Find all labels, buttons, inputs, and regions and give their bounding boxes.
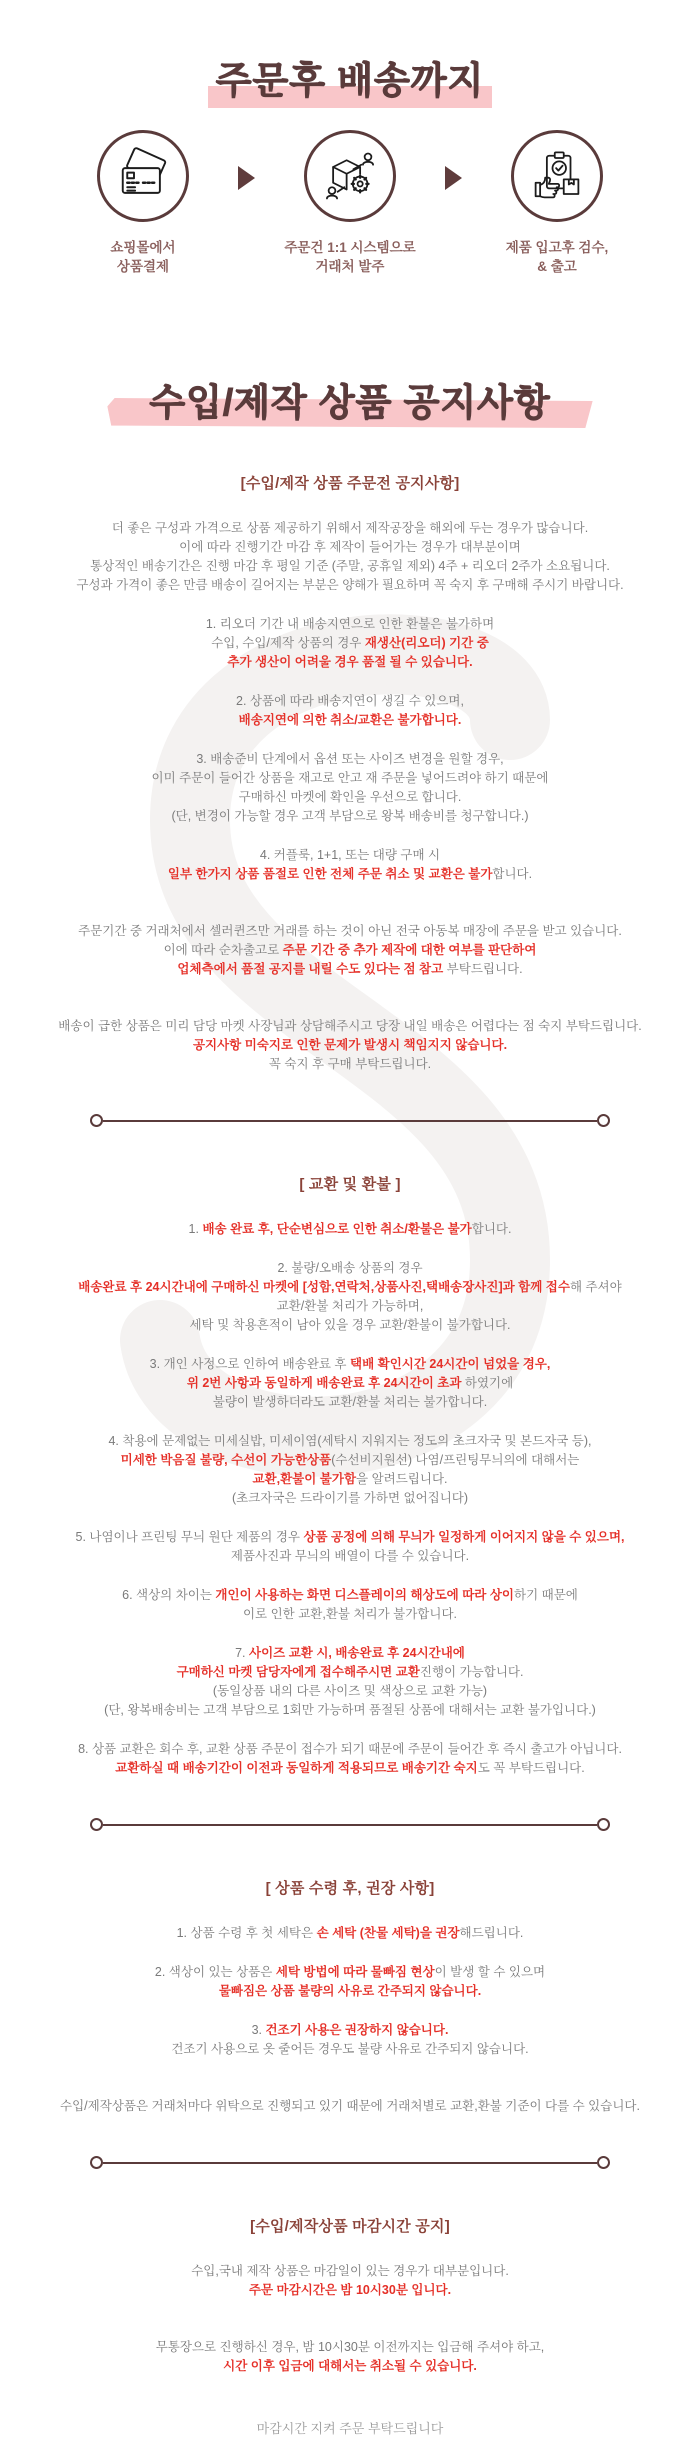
emphasis-text: 택배 확인시간 24시간이 넘었을 경우, [350, 1357, 551, 1371]
order-system-icon [323, 149, 377, 203]
body-text: 교환/환불 처리가 가능하며, [276, 1299, 424, 1313]
notice-item [20, 1740, 680, 1778]
notice-section [20, 2215, 680, 2376]
emphasis-text: 공지사항 미숙지로 인한 문제가 발생시 책임지지 않습니다. [192, 1038, 508, 1052]
emphasis-text: 손 세탁 (찬물 세탁)을 권장 [316, 1926, 460, 1940]
body-text: 부탁드립니다. [443, 962, 523, 976]
body-text: (초크자국은 드라이기를 가하면 없어집니다) [231, 1491, 469, 1505]
notice-paragraph [20, 2097, 680, 2116]
main-title [216, 50, 484, 104]
step-label-line: 쇼핑몰에서 [110, 240, 176, 255]
body-text: 을 알려드립니다. [356, 1472, 448, 1486]
body-text: 2. 불량/오배송 상품의 경우 [277, 1261, 423, 1275]
notice-item [20, 1355, 680, 1412]
body-text: 2. 상품에 따라 배송지연이 생길 수 있으며, [236, 694, 464, 708]
footer-note: 마감시간 지켜 주문 부탁드립니다 [256, 2421, 444, 2436]
body-text: (단, 변경이 가능할 경우 고객 부담으로 왕복 배송비를 청구합니다.) [171, 809, 529, 823]
body-text: (동일상품 내의 다른 사이즈 및 색상으로 교환 가능) [212, 1684, 488, 1698]
section-header: [ 상품 수령 후, 권장 사항] [265, 1880, 435, 1897]
body-text: 6. 색상의 차이는 [122, 1588, 216, 1602]
body-text: 꼭 숙지 후 구매 부탁드립니다. [268, 1057, 432, 1071]
step-circle [511, 130, 603, 222]
emphasis-text: 위 2번 사항과 동일하게 배송완료 후 24시간이 초과 [186, 1376, 462, 1390]
body-text: 수입/제작상품은 거래처마다 위탁으로 진행되고 있기 때문에 거래처별로 교환,환불 기준이 다를 수 있습니다. [60, 2099, 640, 2113]
emphasis-text: 교환하실 때 배송기간이 이전과 동일하게 적용되므로 배송기간 숙지 [115, 1761, 478, 1775]
body-text: 이 발생 할 수 있으며 [434, 1965, 546, 1979]
notice-item [20, 1644, 680, 1720]
body-text: 주문기간 중 거래처에서 셀러퀸즈만 거래를 하는 것이 아닌 전국 아동복 매장에 주문을 받고 있습니다. [78, 924, 622, 938]
step-inspection [462, 130, 652, 276]
body-text: 3. 배송준비 단계에서 옵션 또는 사이즈 변경을 원할 경우, [196, 752, 504, 766]
notice-item [20, 846, 680, 884]
body-text: 이에 따라 진행기간 마감 후 제작이 들어가는 경우가 대부분이며 [179, 540, 521, 554]
main-title-text: 주문후 배송까지 [215, 60, 485, 101]
divider-line [103, 1824, 597, 1826]
body-text: 더 좋은 구성과 가격으로 상품 제공하기 위해서 제작공장을 해외에 두는 경우가 많습니다. [111, 521, 589, 535]
step-order-system [255, 130, 445, 276]
section-divider [90, 2156, 610, 2169]
arrow-right-icon [445, 166, 462, 190]
body-text: 도 꼭 부탁드립니다. [477, 1761, 585, 1775]
notice-section [20, 1877, 680, 2116]
divider-dot [90, 1114, 103, 1127]
body-text: 2. 색상이 있는 상품은 [154, 1965, 276, 1979]
notice-paragraph [20, 2338, 680, 2376]
body-text: 7. [235, 1646, 250, 1660]
emphasis-text: 업체측에서 품절 공지를 내릴 수도 있다는 점 참고 [177, 962, 444, 976]
divider-dot [597, 1114, 610, 1127]
section-header: [수입/제작상품 마감시간 공지] [250, 2218, 450, 2235]
divider-line [103, 2162, 597, 2164]
notice-item [20, 750, 680, 826]
emphasis-text: 교환,환불이 불가함 [252, 1472, 357, 1486]
section-divider [90, 1818, 610, 1831]
body-text: 제품사진과 무늬의 배열이 다를 수 있습니다. [230, 1549, 470, 1563]
body-text: 수입, 수입/제작 상품의 경우 [211, 636, 365, 650]
body-text: 합니다. [471, 1222, 512, 1236]
order-process-flow [0, 130, 700, 276]
emphasis-text: 사이즈 교환 시, 배송완료 후 24시간내에 [249, 1646, 465, 1660]
section-header: [수입/제작 상품 주문전 공지사항] [240, 475, 460, 492]
notice-item [20, 615, 680, 672]
body-text: 이로 인한 교환,환불 처리가 불가합니다. [242, 1607, 458, 1621]
body-text: 1. 리오더 기간 내 배송지연으로 인한 환불은 불가하며 [205, 617, 495, 631]
emphasis-text: 시간 이후 입금에 대해서는 취소될 수 있습니다. [223, 2359, 477, 2373]
emphasis-text: 물빠짐은 상품 불량의 사유로 간주되지 않습니다. [218, 1984, 482, 1998]
divider-dot [90, 2156, 103, 2169]
body-text: 4. 착용에 문제없는 미세실밥, 미세이염(세탁시 지워지는 정도의 초크자국 및 본드자국 등), [108, 1434, 592, 1448]
emphasis-text: 구매하신 마켓 담당자에게 접수해주시면 교환 [176, 1665, 420, 1679]
notice-item [20, 692, 680, 730]
body-text: 5. 나염이나 프린팅 무늬 원단 제품의 경우 [75, 1530, 304, 1544]
notice-item [20, 1924, 680, 1943]
body-text: 불량이 발생하더라도 교환/환불 처리는 불가합니다. [212, 1395, 488, 1409]
step-circle [97, 130, 189, 222]
emphasis-text: 추가 생산이 어려울 경우 품절 될 수 있습니다. [227, 655, 473, 669]
emphasis-text: 건조기 사용은 권장하지 않습니다. [265, 2023, 449, 2037]
step-circle [304, 130, 396, 222]
divider-dot [597, 2156, 610, 2169]
notice-item [20, 2021, 680, 2059]
step-payment [48, 130, 238, 276]
body-text: 1. 상품 수령 후 첫 세탁은 [176, 1926, 317, 1940]
body-text: 합니다. [492, 867, 533, 881]
notice-item [20, 1963, 680, 2001]
emphasis-text: 주문 마감시간은 밤 10시30분 입니다. [248, 2283, 452, 2297]
step-label [110, 238, 175, 276]
notice-paragraph [20, 922, 680, 979]
divider-dot [90, 1818, 103, 1831]
body-text: 이미 주문이 들어간 상품을 재고로 안고 재 주문을 넣어드려야 하기 때문에 [151, 771, 549, 785]
body-text: 진행이 가능합니다. [419, 1665, 524, 1679]
emphasis-text: 주문 기간 중 추가 제작에 대한 여부를 판단하여 [282, 943, 537, 957]
emphasis-text: 미세한 박음질 불량, 수선이 가능한상품 [120, 1453, 332, 1467]
inspection-icon [530, 149, 584, 203]
notice-item [20, 1586, 680, 1624]
notice-title [149, 372, 550, 426]
body-text: 통상적인 배송기간은 진행 마감 후 평일 기준 (주말, 공휴일 제외) 4주 + 리오더 2주가 소요됩니다. [90, 559, 610, 573]
notice-sections [20, 472, 680, 2376]
notice-section [20, 472, 680, 1074]
emphasis-text: 재생산(리오더) 기간 중 [364, 636, 489, 650]
divider-dot [597, 1818, 610, 1831]
body-text: 건조기 사용으로 옷 줄어든 경우도 불량 사유로 간주되지 않습니다. [171, 2042, 529, 2056]
divider-line [103, 1120, 597, 1122]
body-text: 이에 따라 순차출고로 [163, 943, 283, 957]
credit-card-icon [116, 149, 170, 203]
body-text: 배송이 급한 상품은 미리 담당 마켓 사장님과 상담해주시고 당장 내일 배송은 어렵다는 점 숙지 부탁드립니다. [58, 1019, 642, 1033]
body-text: 3. 개인 사정으로 인하여 배송완료 후 [149, 1357, 350, 1371]
step-label-line: 상품결제 [116, 259, 170, 274]
notice-item [20, 1220, 680, 1239]
step-label-line: 제품 입고후 검수, [505, 240, 609, 255]
emphasis-text: 배송지연에 의한 취소/교환은 불가합니다. [238, 713, 462, 727]
body-text: 세탁 및 착용흔적이 남아 있을 경우 교환/환불이 불가합니다. [189, 1318, 511, 1332]
step-label-line: & 출고 [537, 259, 577, 274]
emphasis-text: 상품 공정에 의해 무늬가 일정하게 이어지지 않을 수 있으며, [303, 1530, 625, 1544]
notice-item [20, 1528, 680, 1566]
notice-item [20, 519, 680, 595]
body-text: 하기 때문에 [514, 1588, 578, 1602]
step-label-line: 거래처 발주 [315, 259, 385, 274]
body-text: (수선비지원선) 나염/프린팅무늬의에 대해서는 [331, 1453, 580, 1467]
body-text: 해드립니다. [459, 1926, 524, 1940]
notice-title-text: 수입/제작 상품 공지사항 [149, 382, 551, 423]
body-text: 8. 상품 교환은 회수 후, 교환 상품 주문이 접수가 되기 때문에 주문이 들어간 후 즉시 출고가 아닙니다. [78, 1742, 622, 1756]
notice-paragraph [20, 1017, 680, 1074]
step-label [506, 238, 609, 276]
emphasis-text: 배송 완료 후, 단순변심으로 인한 취소/환불은 불가 [202, 1222, 472, 1236]
body-text: 3. [251, 2023, 266, 2037]
body-text: 4. 커플룩, 1+1, 또는 대량 구매 시 [259, 848, 441, 862]
notice-section [20, 1173, 680, 1778]
step-label-line: 주문건 1:1 시스템으로 [284, 240, 416, 255]
section-divider [90, 1114, 610, 1127]
arrow-right-icon [238, 166, 255, 190]
body-text: 해 주셔야 [569, 1280, 622, 1294]
notice-item [20, 2262, 680, 2300]
body-text: 구성과 가격이 좋은 만큼 배송이 길어지는 부분은 양해가 필요하며 꼭 숙지 후 구매해 주시기 바랍니다. [76, 578, 624, 592]
body-text: (단, 왕복배송비는 고객 부담으로 1회만 가능하며 품절된 상품에 대해서는 교환 불가입니다.) [104, 1703, 596, 1717]
section-header: [ 교환 및 환불 ] [299, 1176, 401, 1193]
emphasis-text: 일부 한가지 상품 품절로 인한 전체 주문 취소 및 교환은 불가 [167, 867, 493, 881]
step-label [284, 238, 415, 276]
body-text: 무통장으로 진행하신 경우, 밤 10시30분 이전까지는 입금해 주셔야 하고, [155, 2340, 545, 2354]
notice-item [20, 1432, 680, 1508]
emphasis-text: 배송완료 후 24시간내에 구매하신 마켓에 [성함,연락처,상품사진,택배송장사진]과 함께 접수 [78, 1280, 570, 1294]
body-text: 수입,국내 제작 상품은 마감일이 있는 경우가 대부분입니다. [191, 2264, 509, 2278]
body-text: 1. [188, 1222, 203, 1236]
emphasis-text: 개인이 사용하는 화면 디스플레이의 해상도에 따라 상이 [215, 1588, 514, 1602]
body-text: 하였기에 [461, 1376, 514, 1390]
emphasis-text: 세탁 방법에 따라 물빠짐 현상 [275, 1965, 435, 1979]
body-text: 구매하신 마켓에 확인을 우선으로 합니다. [238, 790, 462, 804]
notice-item [20, 1259, 680, 1335]
